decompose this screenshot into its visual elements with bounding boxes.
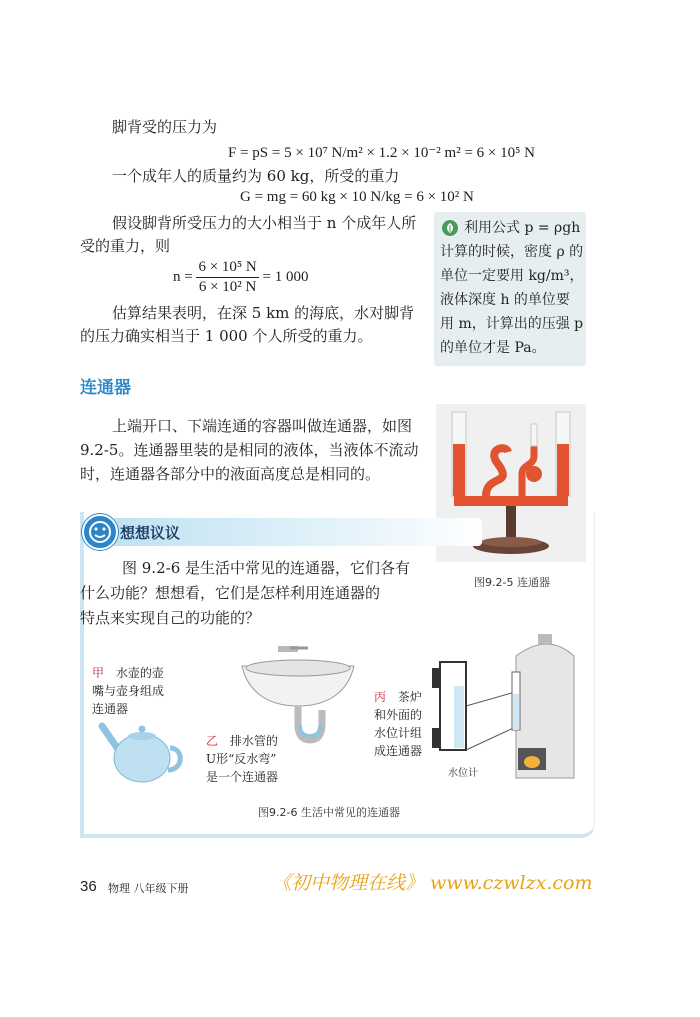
section-heading: 连通器 xyxy=(80,378,131,398)
figure-9-2-6-caption: 图9.2-6 生活中常见的连通器 xyxy=(258,806,400,819)
formula-ratio-rhs: = 1 000 xyxy=(262,268,309,285)
note-line-4: 液体深度 h 的单位要 xyxy=(440,292,570,308)
label-yi-line2: U形“反水弯” xyxy=(206,752,277,766)
leaf-icon xyxy=(442,220,458,236)
water-gauge-label: 水位计 xyxy=(448,768,478,779)
discussion-para-line3: 特点来实现自己的功能的？ xyxy=(80,609,261,627)
note-line-1: 利用公式 p = ρgh xyxy=(464,220,581,236)
side-note xyxy=(434,212,586,366)
label-jia-line2: 嘴与壶身组成 xyxy=(92,684,165,698)
label-yi-line3: 是一个连通器 xyxy=(206,770,279,784)
note-line-3: 单位一定要用 kg/m³， xyxy=(440,268,584,284)
discussion-para-line2: 什么功能？想想看，它们是怎样利用连通器的 xyxy=(80,584,381,602)
paragraph-conclusion-line1: 估算结果表明，在深 5 km 的海底，水对脚背 xyxy=(112,304,415,322)
label-bing-line1: 茶炉 xyxy=(397,690,422,704)
label-bing-line3: 水位计组 xyxy=(374,726,423,740)
watermark-text: 《初中物理在线》 www.czwlzx.com xyxy=(272,872,593,894)
formula-force: F = pS = 5 × 10⁷ N/m² × 1.2 × 10⁻² m² = 6 × 10⁵ N xyxy=(228,145,535,161)
paragraph-assume-line2: 受的重力，则 xyxy=(80,237,171,255)
label-bing-mark: 丙 xyxy=(374,690,387,704)
book-title: 物理 八年级下册 xyxy=(108,882,189,895)
discussion-title-bar xyxy=(112,518,482,546)
paragraph-adult-mass: 一个成年人的质量约为 60 kg，所受的重力 xyxy=(112,167,400,185)
label-jia xyxy=(92,664,164,682)
teapot-illustration xyxy=(96,716,188,784)
label-jia-line1: 水壶的壶 xyxy=(115,666,164,680)
formula-ratio-numerator: 6 × 10⁵ N xyxy=(196,259,258,278)
label-jia-line3: 连通器 xyxy=(92,702,129,716)
note-line-2: 计算的时候，密度 ρ 的 xyxy=(440,244,584,260)
discussion-para-line1: 图 9.2-6 是生活中常见的连通器，它们各有 xyxy=(122,559,411,577)
label-bing xyxy=(374,688,422,706)
formula-ratio-denominator: 6 × 10² N xyxy=(198,279,257,295)
label-bing-line2: 和外面的 xyxy=(374,708,423,722)
label-yi-line1: 排水管的 xyxy=(229,734,278,748)
formula-ratio-lhs: n = xyxy=(173,268,193,285)
formula-gravity: G = mg = 60 kg × 10 N/kg = 6 × 10² N xyxy=(240,189,474,205)
label-jia-mark: 甲 xyxy=(92,666,105,680)
formula-ratio-fraction xyxy=(196,259,258,296)
page-number: 36 xyxy=(80,878,97,895)
figure-9-2-5-caption: 图9.2-5 连通器 xyxy=(474,576,550,589)
formula-ratio xyxy=(173,259,308,296)
paragraph-pressure-intro: 脚背受的压力为 xyxy=(112,118,218,136)
section-para-line1: 上端开口、下端连通的容器叫做连通器，如图 xyxy=(112,417,413,435)
discussion-title: 想想议议 xyxy=(120,524,181,542)
section-para-line3: 时，连通器各部分中的液面高度总是相同的。 xyxy=(80,465,381,483)
note-line-5: 用 m，计算出的压强 p xyxy=(440,316,584,332)
discussion-face-icon xyxy=(82,514,118,550)
note-line-6: 的单位才是 Pa。 xyxy=(440,340,546,356)
paragraph-conclusion-line2: 的压力确实相当于 1 000 个人所受的重力。 xyxy=(80,327,373,345)
section-para-line2: 9.2-5。连通器里装的是相同的液体，当液体不流动 xyxy=(80,441,419,459)
label-yi-mark: 乙 xyxy=(206,734,219,748)
label-bing-line4: 成连通器 xyxy=(374,744,423,758)
paragraph-assume-line1: 假设脚背所受压力的大小相当于 n 个成年人所 xyxy=(112,214,417,232)
label-yi xyxy=(206,732,278,750)
